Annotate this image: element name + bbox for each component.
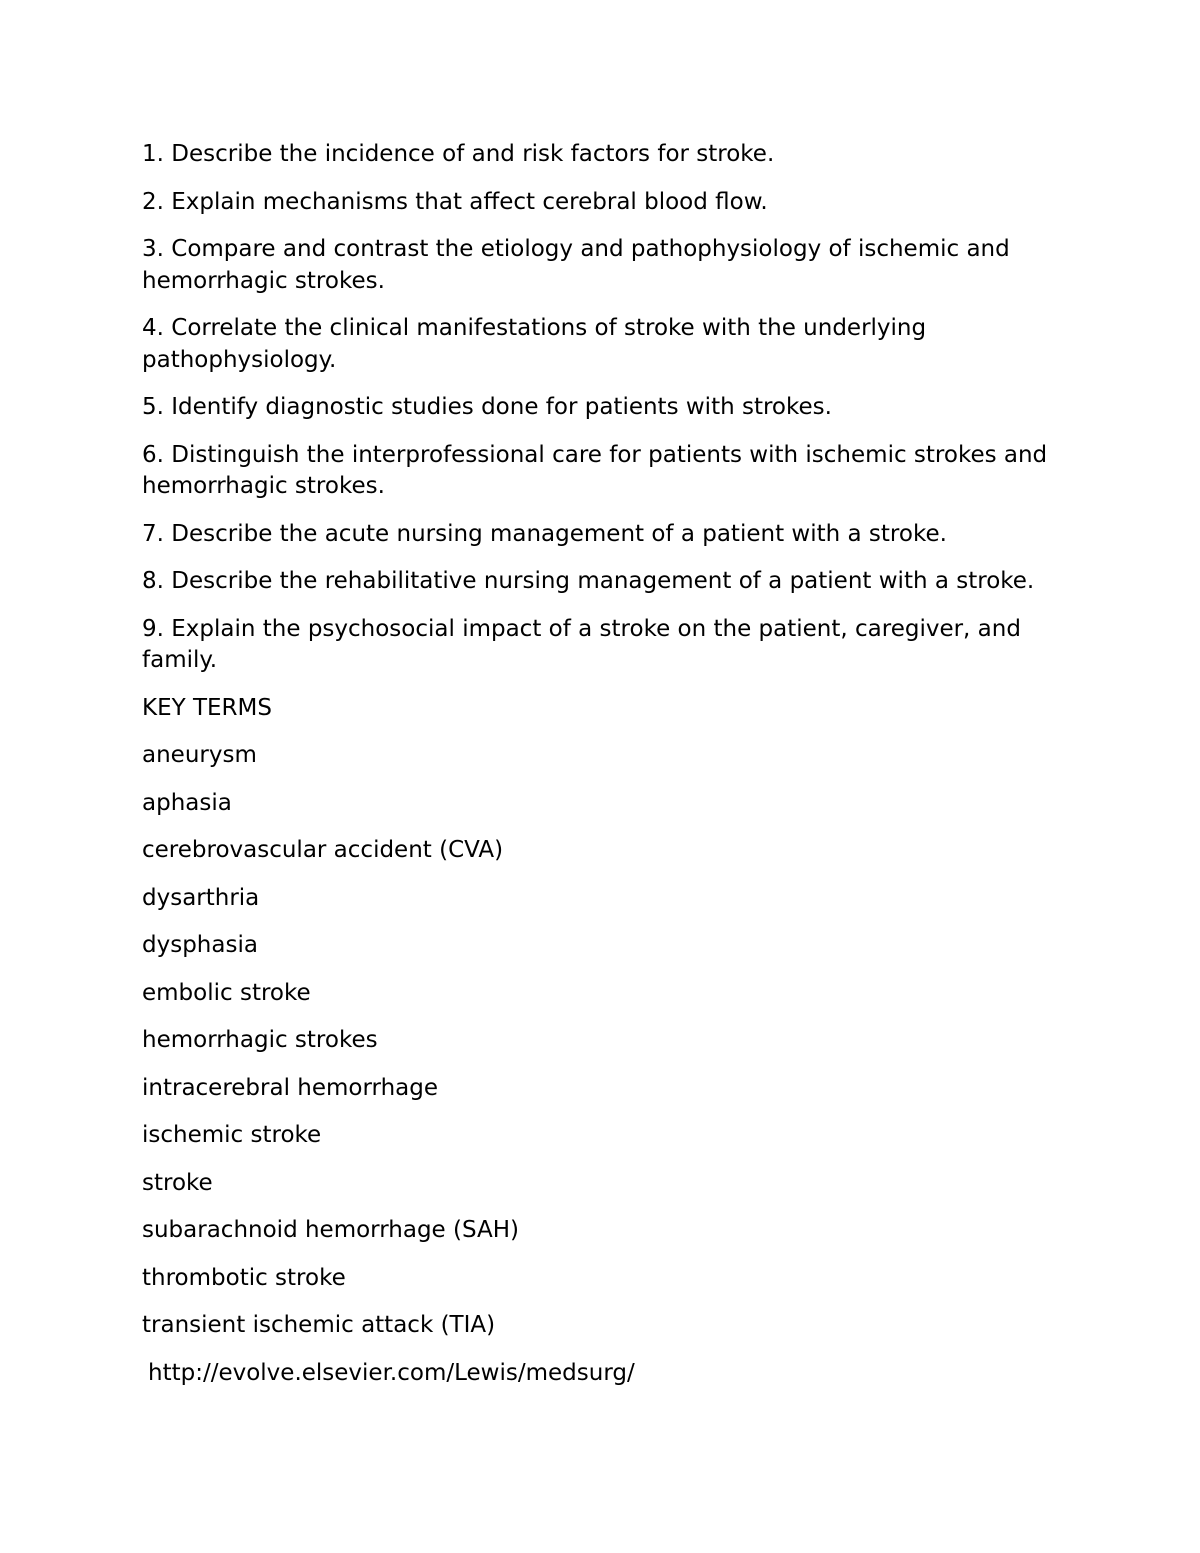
key-term-item: cerebrovascular accident (CVA) <box>142 837 504 863</box>
key-term-item: aphasia <box>142 789 232 816</box>
objective-item: 6. Distinguish the interprofessional care for patients with ischemic strokes and hemorrhagic strokes. <box>142 441 1048 499</box>
objective-item: 1. Describe the incidence of and risk factors for stroke. <box>142 141 775 167</box>
key-term-item: embolic stroke <box>142 979 311 1006</box>
objective-item: 8. Describe the rehabilitative nursing management of a patient with a stroke. <box>142 568 1035 594</box>
key-term-item: intracerebral hemorrhage <box>142 1074 439 1101</box>
key-term-item: subarachnoid hemorrhage (SAH) <box>142 1217 520 1243</box>
key-terms-list <box>142 740 1072 1342</box>
key-term-item: ischemic stroke <box>142 1122 322 1148</box>
key-term-item: aneurysm <box>142 742 257 768</box>
objective-item: 3. Compare and contrast the etiology and pathophysiology of ischemic and hemorrhagic strokes. <box>142 236 1010 294</box>
objective-item: 4. Correlate the clinical manifestations of stroke with the underlying pathophysiology. <box>142 315 927 373</box>
key-term-item: transient ischemic attack (TIA) <box>142 1312 496 1338</box>
learning-objectives-list <box>142 139 1072 677</box>
key-term-item: dysphasia <box>142 932 258 958</box>
key-term-item: stroke <box>142 1169 213 1196</box>
resource-url: http://evolve.elsevier.com/Lewis/medsurg/ <box>148 1359 635 1386</box>
key-terms-heading: KEY TERMS <box>142 694 272 721</box>
objective-item: 9. Explain the psychosocial impact of a stroke on the patient, caregiver, and family. <box>142 615 1021 673</box>
document-page <box>142 139 1072 1389</box>
objective-item: 2. Explain mechanisms that affect cerebral blood flow. <box>142 188 768 215</box>
key-term-item: thrombotic stroke <box>142 1264 346 1291</box>
key-term-item: hemorrhagic strokes <box>142 1027 378 1053</box>
objective-item: 5. Identify diagnostic studies done for patients with strokes. <box>142 394 832 420</box>
key-term-item: dysarthria <box>142 884 260 911</box>
objective-item: 7. Describe the acute nursing management of a patient with a stroke. <box>142 520 947 547</box>
